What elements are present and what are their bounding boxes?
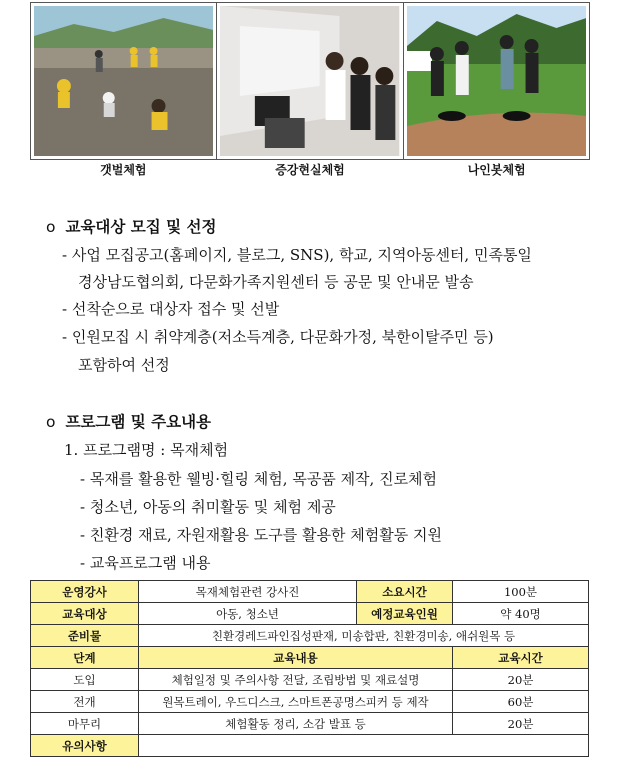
materials-value: 친환경레드파인집성판재, 미송합판, 친환경미송, 애쉬원목 등 xyxy=(139,625,589,647)
section2-title xyxy=(46,410,211,432)
caption-ninebot: 나인봇체험 xyxy=(467,163,526,177)
notes-value xyxy=(139,735,589,757)
photo-cell-ar xyxy=(217,3,403,159)
ar-photo xyxy=(220,6,399,156)
section2-line-4: - 교육프로그램 내용 xyxy=(80,554,211,572)
table-row xyxy=(31,713,589,735)
section1-title xyxy=(46,215,216,237)
step-content: 체험일정 및 주의사항 전달, 조립방법 및 재료설명 xyxy=(139,669,453,691)
duration-value: 100분 xyxy=(453,581,589,603)
ninebot-photo xyxy=(407,6,586,156)
section2-line-3: - 친환경 재료, 자원재활용 도구를 활용한 체험활동 지원 xyxy=(80,526,442,544)
target-label: 교육대상 xyxy=(31,603,139,625)
photo-strip xyxy=(30,2,590,160)
section2-bullet: o xyxy=(46,413,56,431)
program-table xyxy=(30,580,589,757)
time-header: 교육시간 xyxy=(453,647,589,669)
step-content: 체험활동 정리, 소감 발표 등 xyxy=(139,713,453,735)
step-time: 20분 xyxy=(453,669,589,691)
step-content: 원목트레이, 우드디스크, 스마트폰공명스피커 등 제작 xyxy=(139,691,453,713)
duration-label: 소요시간 xyxy=(357,581,453,603)
section2-line-2: - 청소년, 아동의 취미활동 및 체험 제공 xyxy=(80,498,336,516)
headcount-value: 약 40명 xyxy=(453,603,589,625)
table-row xyxy=(31,669,589,691)
caption-tidal-flat: 갯벌체험 xyxy=(100,163,147,177)
materials-label: 준비물 xyxy=(31,625,139,647)
step-time: 20분 xyxy=(453,713,589,735)
tidal-flat-photo xyxy=(34,6,213,156)
content-header: 교육내용 xyxy=(139,647,453,669)
photo-cell-ninebot xyxy=(404,3,589,159)
section1-bullet: o xyxy=(46,218,56,236)
photo-captions xyxy=(30,161,590,179)
program-name: 1. 프로그램명 : 목재체험 xyxy=(64,441,229,459)
table-row xyxy=(31,603,589,625)
section1-line-3: - 선착순으로 대상자 접수 및 선발 xyxy=(62,300,280,318)
caption-ar: 증강현실체험 xyxy=(275,163,345,177)
section1-title-text: 교육대상 모집 및 선정 xyxy=(65,218,217,236)
step-stage: 마무리 xyxy=(31,713,139,735)
table-header-row xyxy=(31,647,589,669)
section1-line-2: 경상남도협의회, 다문화가족지원센터 등 공문 및 안내문 발송 xyxy=(78,273,474,291)
table-row xyxy=(31,735,589,757)
target-value: 아동, 청소년 xyxy=(139,603,357,625)
table-row xyxy=(31,581,589,603)
stage-header: 단계 xyxy=(31,647,139,669)
section2-line-1: - 목재를 활용한 웰빙·힐링 체험, 목공품 제작, 진로체험 xyxy=(80,470,438,488)
instructor-value: 목재체험관련 강사진 xyxy=(139,581,357,603)
step-time: 60분 xyxy=(453,691,589,713)
section1-line-5: 포함하여 선정 xyxy=(78,356,170,374)
section1-line-4: - 인원모집 시 취약계층(저소득계층, 다문화가정, 북한이탈주민 등) xyxy=(62,328,494,346)
notes-label: 유의사항 xyxy=(31,735,139,757)
step-stage: 전개 xyxy=(31,691,139,713)
table-row xyxy=(31,691,589,713)
section2-title-text: 프로그램 및 주요내용 xyxy=(65,413,212,431)
photo-cell-tidal-flat xyxy=(31,3,217,159)
instructor-label: 운영강사 xyxy=(31,581,139,603)
step-stage: 도입 xyxy=(31,669,139,691)
headcount-label: 예정교육인원 xyxy=(357,603,453,625)
section1-line-1: - 사업 모집공고(홈페이지, 블로그, SNS), 학교, 지역아동센터, 민족통일 xyxy=(62,246,532,264)
table-row xyxy=(31,625,589,647)
